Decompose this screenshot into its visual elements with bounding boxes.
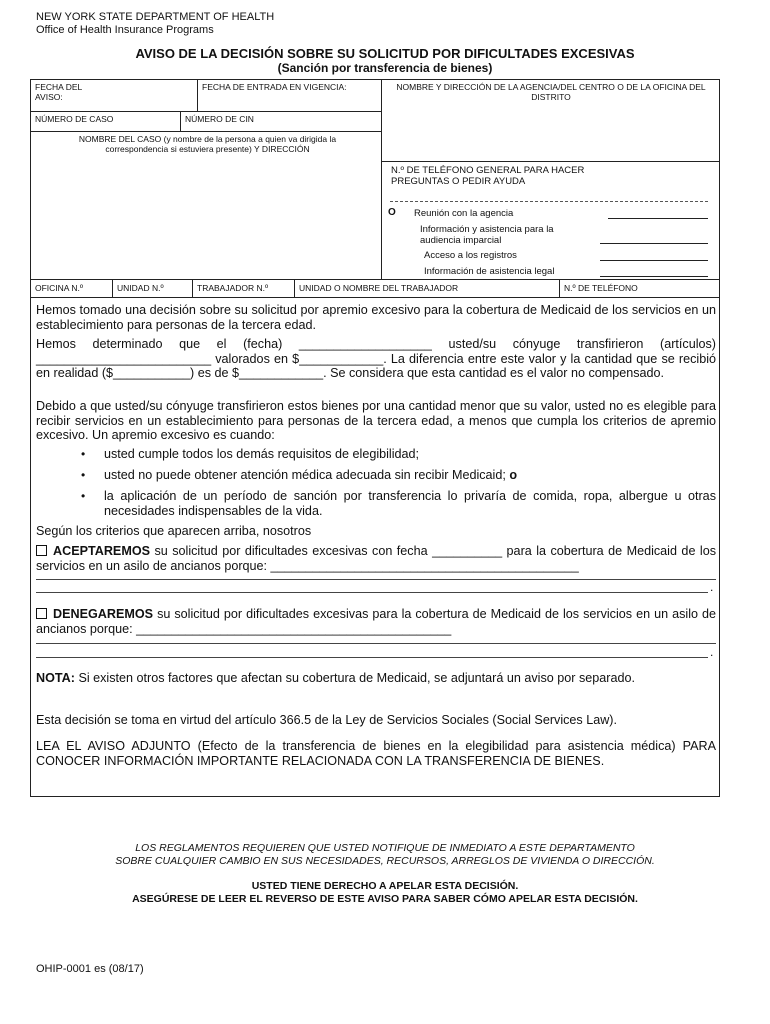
accept-text: su solicitud por dificultades excesivas con fecha __________ para la cobertura de Medicaid de los servicios en un asilo de ancianos porque: ____________________________________________ bbox=[36, 544, 716, 573]
grid-divider bbox=[192, 279, 193, 297]
page-subtitle: (Sanción por transferencia de bienes) bbox=[277, 61, 493, 75]
determination-paragraph: Hemos determinado que el (fecha) ___________________ usted/su cónyuge transfirieron (artículos) _________________________ valorados en $____________. La diferencia entre este valor y la cantidad que se recibió en realidad ($___________) es de $____________. Se considera que esta cantidad es el valor no compensado. bbox=[36, 337, 716, 380]
grid-divider bbox=[30, 279, 720, 280]
grid-divider bbox=[197, 79, 198, 111]
grid-divider bbox=[30, 297, 720, 298]
grid-divider bbox=[30, 111, 381, 112]
worker-number-label: TRABAJADOR N.º bbox=[197, 283, 269, 293]
criteria-item bbox=[104, 468, 716, 483]
agency-address-label: NOMBRE Y DIRECCIÓN DE LA AGENCIA/DEL CENTRO O DE LA OFICINA DEL DISTRITO bbox=[396, 82, 706, 102]
case-name-label: NOMBRE DEL CASO (y nombre de la persona a quien va dirigida la correspondencia si estuviera presente) Y DIRECCIÓN bbox=[78, 134, 337, 154]
deny-reason-line[interactable] bbox=[36, 657, 708, 658]
unit-number-label: UNIDAD N.º bbox=[117, 283, 164, 293]
grid-divider bbox=[381, 161, 720, 162]
office-name: Office of Health Insurance Programs bbox=[36, 24, 214, 36]
criteria-intro: Según los criterios que aparecen arriba, nosotros bbox=[36, 524, 312, 538]
bullet-icon: • bbox=[81, 447, 86, 461]
criteria-text: usted no puede obtener atención médica adecuada sin recibir Medicaid; bbox=[104, 468, 506, 482]
legal-basis-paragraph: Esta decisión se toma en virtud del artículo 366.5 de la Ley de Servicios Sociales (Social Services Law). bbox=[36, 713, 618, 727]
deny-period: . bbox=[710, 645, 714, 659]
deny-option bbox=[36, 607, 716, 636]
bullet-icon: • bbox=[81, 468, 86, 482]
regulations-notice-line2: SOBRE CUALQUIER CAMBIO EN SUS NECESIDADES, RECURSOS, ARREGLOS DE VIVIENDA O DIRECCIÓN. bbox=[115, 855, 655, 867]
grid-divider bbox=[294, 279, 295, 297]
appeal-instructions: ASEGÚRESE DE LEER EL REVERSO DE ESTE AVISO PARA SABER CÓMO APELAR ESTA DECISIÓN. bbox=[132, 893, 638, 905]
phone-number-label: N.º DE TELÉFONO bbox=[564, 283, 638, 293]
bullet-icon: • bbox=[81, 489, 86, 503]
accept-reason-line[interactable] bbox=[36, 592, 708, 593]
fecha-aviso-label: FECHA DEL AVISO: bbox=[35, 82, 82, 102]
regulations-notice-line1: LOS REGLAMENTOS REQUIEREN QUE USTED NOTIFIQUE DE INMEDIATO A ESTE DEPARTAMENTO bbox=[135, 842, 635, 854]
deny-reason-line[interactable] bbox=[36, 643, 716, 644]
unit-worker-name-label: UNIDAD O NOMBRE DEL TRABAJADOR bbox=[299, 283, 459, 293]
appeal-right-notice: USTED TIENE DERECHO A APELAR ESTA DECISIÓN. bbox=[251, 880, 519, 892]
accept-label: ACEPTAREMOS bbox=[53, 544, 151, 558]
eligibility-paragraph: Debido a que usted/su cónyuge transfirieron estos bienes por una cantidad menor que su valor, usted no es elegible para recibir servicios en un establecimiento para personas de la tercera edad, a menos que cumpla los criterios de apremio excesivo. Un apremio excesivo es cuando: bbox=[36, 399, 716, 442]
office-number-label: OFICINA N.º bbox=[35, 283, 83, 293]
option-hearing-label: Información y asistencia para la audiencia imparcial bbox=[420, 224, 554, 246]
option-records-line[interactable] bbox=[600, 260, 708, 261]
attachment-notice: LEA EL AVISO ADJUNTO (Efecto de la transferencia de bienes en la elegibilidad para asistencia médica) PARA CONOCER INFORMACIÓN IMPORTANTE RELACIONADA CON LA TRANSFERENCIA DE BIENES. bbox=[36, 739, 716, 768]
general-phone-label: N.º DE TELÉFONO GENERAL PARA HACER PREGUNTAS O PEDIR AYUDA bbox=[391, 165, 585, 187]
case-number-label: NÚMERO DE CASO bbox=[35, 114, 114, 124]
option-meeting-label: Reunión con la agencia bbox=[414, 208, 514, 219]
option-legal-line[interactable] bbox=[600, 276, 708, 277]
agency-name: NEW YORK STATE DEPARTMENT OF HEALTH bbox=[36, 11, 275, 23]
option-legal-label: Información de asistencia legal bbox=[424, 266, 555, 277]
option-hearing-line[interactable] bbox=[600, 243, 708, 244]
accept-reason-line[interactable] bbox=[36, 579, 716, 580]
deny-label: DENEGAREMOS bbox=[53, 607, 154, 621]
grid-divider bbox=[30, 131, 381, 132]
option-meeting-line[interactable] bbox=[608, 218, 708, 219]
grid-divider bbox=[381, 79, 382, 279]
criteria-item: la aplicación de un período de sanción por transferencia lo privaría de comida, ropa, albergue u otras necesidades indispensables de la vida. bbox=[104, 489, 716, 518]
note-label: NOTA: bbox=[36, 671, 75, 685]
fecha-vigencia-label: FECHA DE ENTRADA EN VIGENCIA: bbox=[202, 82, 347, 92]
deny-text: su solicitud por dificultades excesivas para la cobertura de Medicaid de los servicios en un asilo de ancianos porque: _____________________________________________ bbox=[36, 607, 716, 636]
cin-number-label: NÚMERO DE CIN bbox=[185, 114, 254, 124]
accept-option bbox=[36, 544, 716, 573]
accept-checkbox[interactable] bbox=[36, 545, 47, 556]
grid-divider bbox=[112, 279, 113, 297]
dashed-separator bbox=[390, 201, 708, 202]
note-text: Si existen otros factores que afectan su cobertura de Medicaid, se adjuntará un aviso por separado. bbox=[78, 671, 635, 685]
note-paragraph bbox=[36, 671, 716, 686]
criteria-or: o bbox=[509, 468, 518, 482]
option-marker: O bbox=[388, 207, 396, 218]
grid-divider bbox=[180, 111, 181, 131]
form-id: OHIP-0001 es (08/17) bbox=[36, 963, 144, 975]
criteria-item: usted cumple todos los demás requisitos de elegibilidad; bbox=[104, 447, 420, 461]
option-records-label: Acceso a los registros bbox=[424, 250, 517, 261]
accept-period: . bbox=[710, 580, 714, 594]
grid-divider bbox=[559, 279, 560, 297]
deny-checkbox[interactable] bbox=[36, 608, 47, 619]
page-title: AVISO DE LA DECISIÓN SOBRE SU SOLICITUD POR DIFICULTADES EXCESIVAS bbox=[135, 46, 635, 61]
decision-paragraph: Hemos tomado una decisión sobre su solicitud por apremio excesivo para la cobertura de Medicaid de los servicios en un establecimiento para personas de la tercera edad. bbox=[36, 303, 716, 332]
